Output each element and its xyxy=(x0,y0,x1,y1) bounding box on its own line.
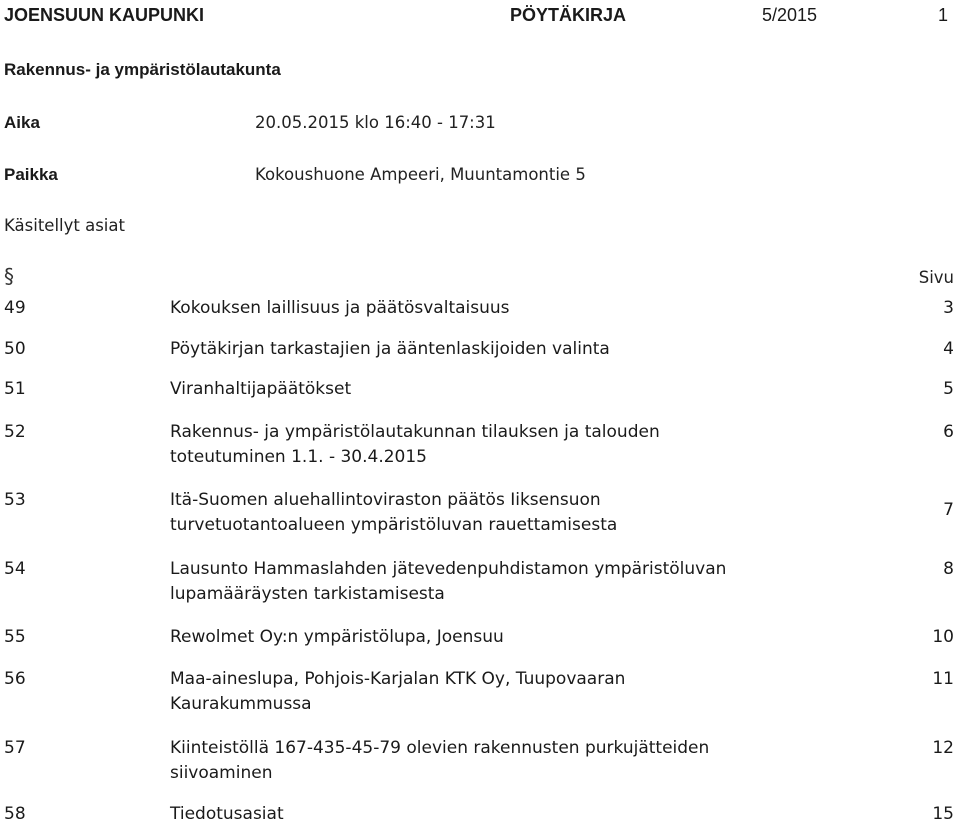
committee-name: Rakennus- ja ympäristölautakunta xyxy=(4,60,281,79)
section-symbol-icon: § xyxy=(4,264,14,288)
item-title: Pöytäkirjan tarkastajien ja ääntenlaskijoiden valinta xyxy=(170,339,610,359)
item-title: Viranhaltijapäätökset xyxy=(170,379,352,399)
document-type: PÖYTÄKIRJA xyxy=(510,5,627,25)
item-number: 54 xyxy=(4,559,26,579)
item-page: 7 xyxy=(943,500,954,520)
item-number: 51 xyxy=(4,379,26,399)
item-number: 49 xyxy=(4,298,26,318)
item-page: 15 xyxy=(932,804,954,824)
meeting-number: 5/2015 xyxy=(762,5,818,25)
item-title: Lausunto Hammaslahden jätevedenpuhdistamon ympäristöluvan lupamääräysten tarkistamisesta xyxy=(170,559,727,604)
item-number: 50 xyxy=(4,339,26,359)
item-page: 8 xyxy=(943,559,954,579)
item-number: 53 xyxy=(4,490,26,510)
city-name: JOENSUUN KAUPUNKI xyxy=(4,5,205,25)
item-page: 5 xyxy=(943,379,954,399)
item-number: 55 xyxy=(4,627,26,647)
page-column-header: Sivu xyxy=(918,268,954,287)
item-title: Tiedotusasiat xyxy=(170,804,284,824)
item-page: 6 xyxy=(943,422,954,442)
item-title: Kokouksen laillisuus ja päätösvaltaisuus xyxy=(170,298,510,318)
page-number: 1 xyxy=(938,5,949,25)
item-title: Rewolmet Oy:n ympäristölupa, Joensuu xyxy=(170,627,504,647)
item-title: Kiinteistöllä 167-435-45-79 olevien rakennusten purkujätteiden siivoaminen xyxy=(170,738,710,783)
item-page: 11 xyxy=(932,669,954,689)
item-page: 4 xyxy=(943,339,954,359)
topics-label: Käsitellyt asiat xyxy=(4,216,125,235)
place-value: Kokoushuone Ampeeri, Muuntamontie 5 xyxy=(255,165,586,184)
item-page: 12 xyxy=(932,738,954,758)
item-title: Rakennus- ja ympäristölautakunnan tilauksen ja talouden toteutuminen 1.1. - 30.4.2015 xyxy=(170,422,660,467)
place-label: Paikka xyxy=(4,165,58,184)
item-title: Itä-Suomen aluehallintoviraston päätös Iiksensuon turvetuotantoalueen ympäristöluvan rauettamisesta xyxy=(170,490,618,535)
item-number: 56 xyxy=(4,669,26,689)
time-label: Aika xyxy=(4,113,40,132)
time-value: 20.05.2015 klo 16:40 - 17:31 xyxy=(255,113,496,132)
item-number: 58 xyxy=(4,804,26,824)
item-title: Maa-aineslupa, Pohjois-Karjalan KTK Oy, Tuupovaaran Kaurakummussa xyxy=(170,669,626,714)
item-number: 52 xyxy=(4,422,26,442)
item-number: 57 xyxy=(4,738,26,758)
item-page: 3 xyxy=(943,298,954,318)
item-page: 10 xyxy=(932,627,954,647)
